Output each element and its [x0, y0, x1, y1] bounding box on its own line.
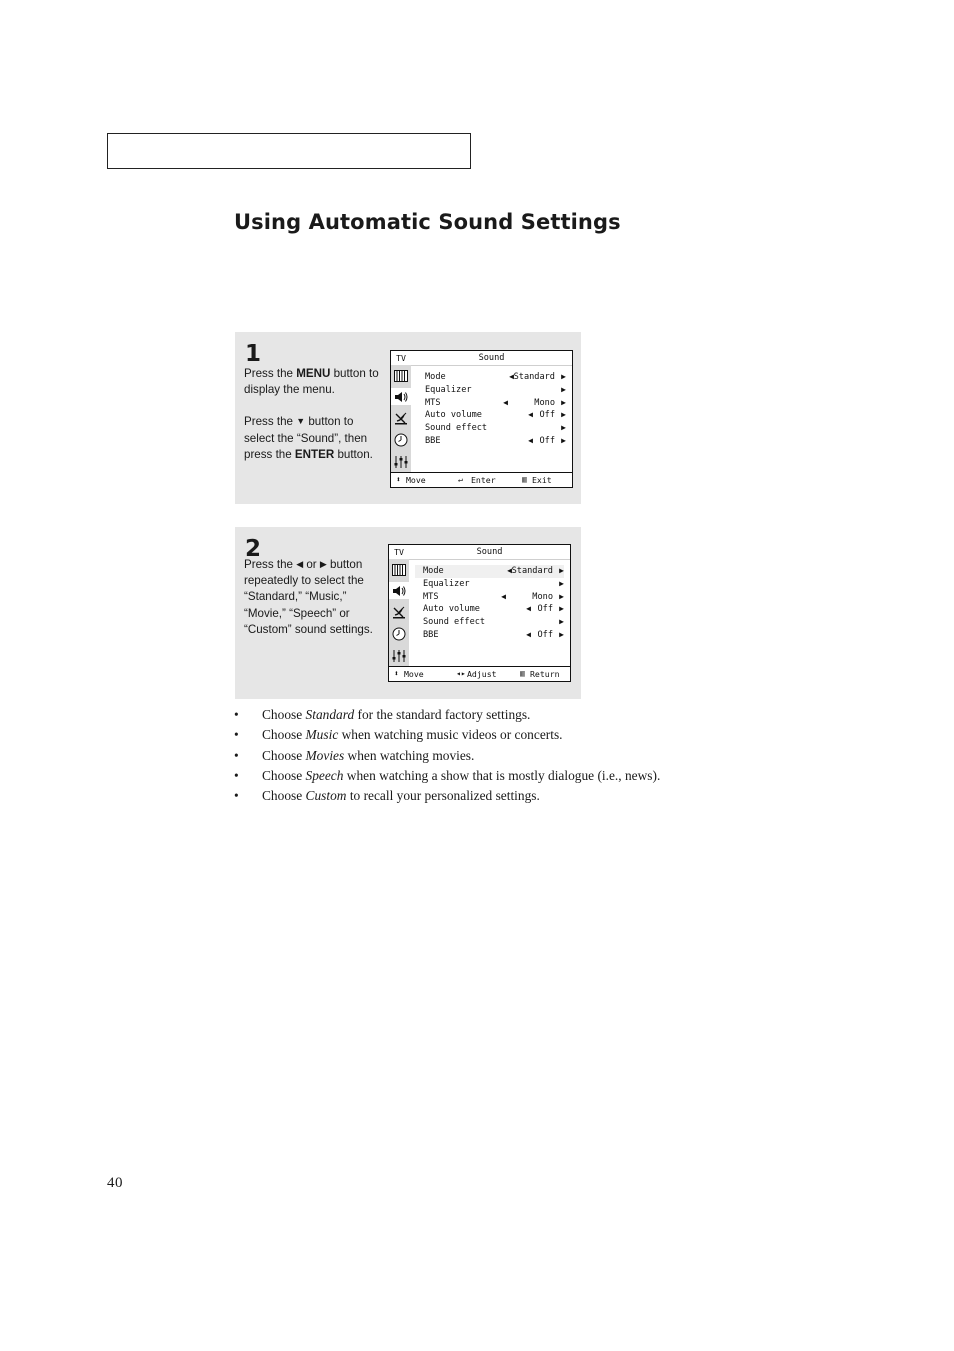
setup-icon [391, 647, 407, 664]
osd-footer: ⬍ Move ↵ Enter ▥ Exit [391, 472, 572, 487]
channel-icon [393, 410, 409, 427]
osd-title: Sound [409, 545, 570, 560]
list-item: • Choose Movies when watching movies. [234, 746, 660, 766]
right-arrow-icon: ▶ [561, 410, 566, 420]
right-arrow-icon: ▶ [561, 372, 566, 381]
step-1-number: 1 [245, 341, 262, 367]
right-arrow-icon: ▶ [559, 578, 564, 588]
right-arrow-icon: ▶ [561, 423, 566, 433]
step-1-instructions: Press the MENU button to display the menu. Press the ▼ button to select the “Sound”, then press the ENTER button. [244, 367, 379, 461]
clock-icon [393, 431, 409, 448]
osd-rows [425, 371, 566, 448]
osd-row-bbe: BBE ◀ Off ▶ [423, 629, 564, 640]
osd-tv-label: TV [396, 353, 406, 363]
osd-rows [423, 565, 564, 642]
menu-key: MENU [296, 367, 331, 380]
left-arrow-icon: ◀ [526, 604, 531, 614]
menu-icon: ▥ [520, 669, 525, 678]
right-arrow-icon: ▶ [559, 629, 564, 639]
osd-row-auto-volume: Auto volume ◀ Off ▶ [423, 604, 564, 615]
left-arrow-icon: ◀ [528, 435, 533, 445]
menu-icon: ▥ [522, 475, 527, 484]
left-arrow-icon: ◀ [526, 629, 531, 639]
osd-title: Sound [411, 351, 572, 366]
channel-icon [391, 604, 407, 621]
updown-arrow-icon: ⬍ [396, 475, 401, 484]
osd-row-mode: Mode ◀ Standard ▶ [425, 372, 566, 382]
left-arrow-icon: ◀ [503, 397, 508, 407]
tv-sound-menu-2 [388, 544, 571, 682]
osd-row-mts: MTS ◀ Mono ▶ [423, 591, 564, 602]
page-title: Using Automatic Sound Settings [234, 210, 621, 234]
osd-row-mode: Mode ◀ Standard ▶ [415, 565, 564, 578]
step-1-panel [235, 332, 581, 504]
tv-sound-menu-1 [390, 350, 573, 488]
left-arrow-icon: ◀ [509, 372, 514, 381]
step-2-panel [235, 527, 581, 699]
enter-icon: ↵ [458, 475, 463, 484]
left-arrow-icon: ◀ [528, 410, 533, 420]
right-arrow-icon: ▶ [319, 559, 327, 569]
setup-icon [393, 453, 409, 470]
osd-sidebar [391, 365, 411, 472]
osd-row-equalizer: Equalizer ▶ [423, 578, 564, 589]
right-arrow-icon: ▶ [561, 397, 566, 407]
osd-footer: ⬍ Move ◂▸ Adjust ▥ Return [389, 666, 570, 681]
down-arrow-icon: ▼ [296, 416, 306, 427]
chapter-header-box [107, 133, 471, 169]
osd-tv-label: TV [394, 547, 404, 557]
picture-icon [393, 367, 409, 384]
list-item: • Choose Custom to recall your personalized settings. [234, 786, 660, 806]
osd-row-sound-effect: Sound effect ▶ [425, 423, 566, 434]
osd-row-mts: MTS ◀ Mono ▶ [425, 397, 566, 408]
list-item: • Choose Music when watching music videos or concerts. [234, 725, 660, 745]
clock-icon [391, 625, 407, 642]
left-arrow-icon: ◀ [296, 559, 304, 569]
right-arrow-icon: ▶ [561, 384, 566, 394]
right-arrow-icon: ▶ [559, 566, 564, 575]
osd-row-equalizer: Equalizer ▶ [425, 384, 566, 395]
sound-mode-bullet-list [234, 705, 660, 806]
picture-icon [391, 561, 407, 578]
right-arrow-icon: ▶ [561, 435, 566, 445]
osd-row-bbe: BBE ◀ Off ▶ [425, 435, 566, 446]
left-arrow-icon: ◀ [501, 591, 506, 601]
right-arrow-icon: ▶ [559, 604, 564, 614]
right-arrow-icon: ▶ [559, 591, 564, 601]
updown-arrow-icon: ⬍ [394, 669, 399, 678]
osd-row-auto-volume: Auto volume ◀ Off ▶ [425, 410, 566, 421]
sound-icon [391, 388, 411, 405]
osd-sidebar [389, 559, 409, 666]
page-number: 40 [107, 1175, 123, 1191]
enter-key: ENTER [294, 447, 335, 461]
list-item: • Choose Standard for the standard factory settings. [234, 705, 660, 725]
step-2-number: 2 [245, 536, 262, 562]
leftright-arrow-icon: ◂▸ [456, 669, 466, 678]
step-2-instructions: Press the ◀ or ▶ button repeatedly to select the “Standard,” “Music,” “Movie,” “Speech” or “Custom” sound settings. [244, 558, 373, 636]
sound-icon [389, 582, 409, 599]
right-arrow-icon: ▶ [559, 617, 564, 627]
left-arrow-icon: ◀ [507, 566, 512, 575]
osd-row-sound-effect: Sound effect ▶ [423, 617, 564, 628]
list-item: • Choose Speech when watching a show that is mostly dialogue (i.e., news). [234, 766, 660, 786]
